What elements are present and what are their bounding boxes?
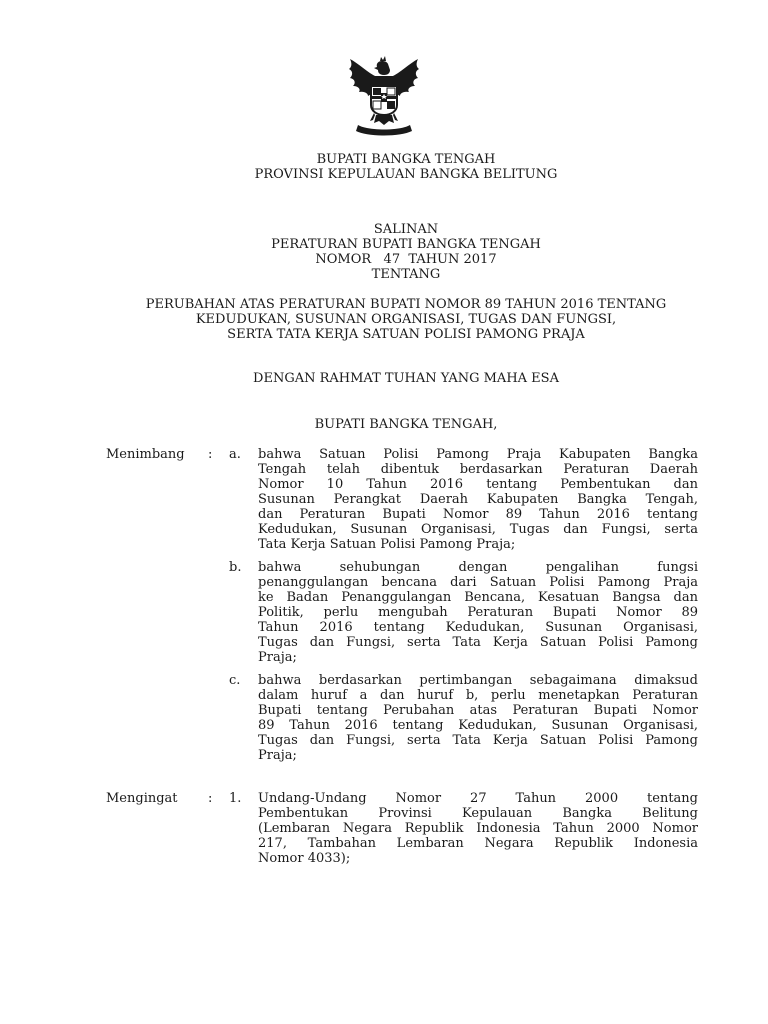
text-line: Kedudukan, Susunan Organisasi, Tugas dan Fungsi, serta [258,522,698,537]
text-line: ke Badan Penanggulangan Bencana, Kesatuan Bangsa dan [258,590,698,605]
text-line: Tahun 2016 tentang Kedudukan, Susunan Organisasi, [258,620,698,635]
text-line: Nomor 4033); [258,851,351,866]
authority-line: BUPATI BANGKA TENGAH, [314,417,498,432]
subject-line-2: KEDUDUKAN, SUSUNAN ORGANISASI, TUGAS DAN FUNGSI, [195,312,617,327]
mengingat-item-1-marker: 1. [229,791,242,806]
text-line: Praja; [258,748,297,763]
subject-line-1: PERUBAHAN ATAS PERATURAN BUPATI NOMOR 89 TAHUN 2016 TENTANG [145,297,667,312]
text-line: Tugas dan Fungsi, serta Tata Kerja Satuan Polisi Pamong [258,635,698,650]
menimbang-item-c-marker: c. [229,673,241,688]
text-line: Bupati tentang Perubahan atas Peraturan Bupati Nomor [258,703,698,718]
text-line: Susunan Perangkat Daerah Kabupaten Bangka Tengah, [258,492,698,507]
garuda-emblem-icon [344,55,424,139]
mengingat-item-1-text [258,791,698,866]
mengingat-label: Mengingat [106,791,178,806]
text-line: dan Peraturan Bupati Nomor 89 Tahun 2016 tentang [258,507,698,522]
text-line: (Lembaran Negara Republik Indonesia Tahun 2000 Nomor [258,821,698,836]
text-line: Nomor 10 Tahun 2016 tentang Pembentukan dan [258,477,698,492]
menimbang-item-a-marker: a. [229,447,241,462]
text-line: 89 Tahun 2016 tentang Kedudukan, Susunan Organisasi, [258,718,698,733]
text-line: bahwa Satuan Polisi Pamong Praja Kabupaten Bangka [258,447,698,462]
menimbang-colon: : [208,447,213,462]
menimbang-item-a-text [258,447,698,552]
text-line: bahwa sehubungan dengan pengalihan fungsi [258,560,698,575]
text-line: Tengah telah dibentuk berdasarkan Peraturan Daerah [258,462,698,477]
regulation-title-block [96,222,716,267]
text-line: 217, Tambahan Lembaran Negara Republik Indonesia [258,836,698,851]
issuer-line-2: PROVINSI KEPULAUAN BANGKA BELITUNG [254,167,558,182]
copy-label: SALINAN [373,222,439,237]
text-line: Pembentukan Provinsi Kepulauan Bangka Belitung [258,806,698,821]
text-line: Tata Kerja Satuan Polisi Pamong Praja; [258,537,516,552]
regulation-title: PERATURAN BUPATI BANGKA TENGAH [271,237,541,252]
issuer-line-1: BUPATI BANGKA TENGAH [316,152,496,167]
text-line: dalam huruf a dan huruf b, perlu menetapkan Peraturan [258,688,698,703]
regulation-subject [96,297,716,342]
text-line: Politik, perlu mengubah Peraturan Bupati Nomor 89 [258,605,698,620]
subject-line-3: SERTA TATA KERJA SATUAN POLISI PAMONG PRAJA [227,327,585,342]
menimbang-item-b-text [258,560,698,665]
issuer-block [96,152,716,182]
text-line: Tugas dan Fungsi, serta Tata Kerja Satuan Polisi Pamong [258,733,698,748]
menimbang-item-c-text [258,673,698,763]
text-line: Praja; [258,650,297,665]
blessing-line: DENGAN RAHMAT TUHAN YANG MAHA ESA [253,371,559,386]
mengingat-colon: : [208,791,213,806]
about-label: TENTANG [371,267,441,282]
text-line: penanggulangan bencana dari Satuan Polisi Pamong Praja [258,575,698,590]
regulation-number: NOMOR 47 TAHUN 2017 [315,252,497,267]
text-line: bahwa berdasarkan pertimbangan sebagaimana dimaksud [258,673,698,688]
menimbang-item-b-marker: b. [229,560,242,575]
text-line: Undang-Undang Nomor 27 Tahun 2000 tentang [258,791,698,806]
menimbang-label: Menimbang [106,447,185,462]
